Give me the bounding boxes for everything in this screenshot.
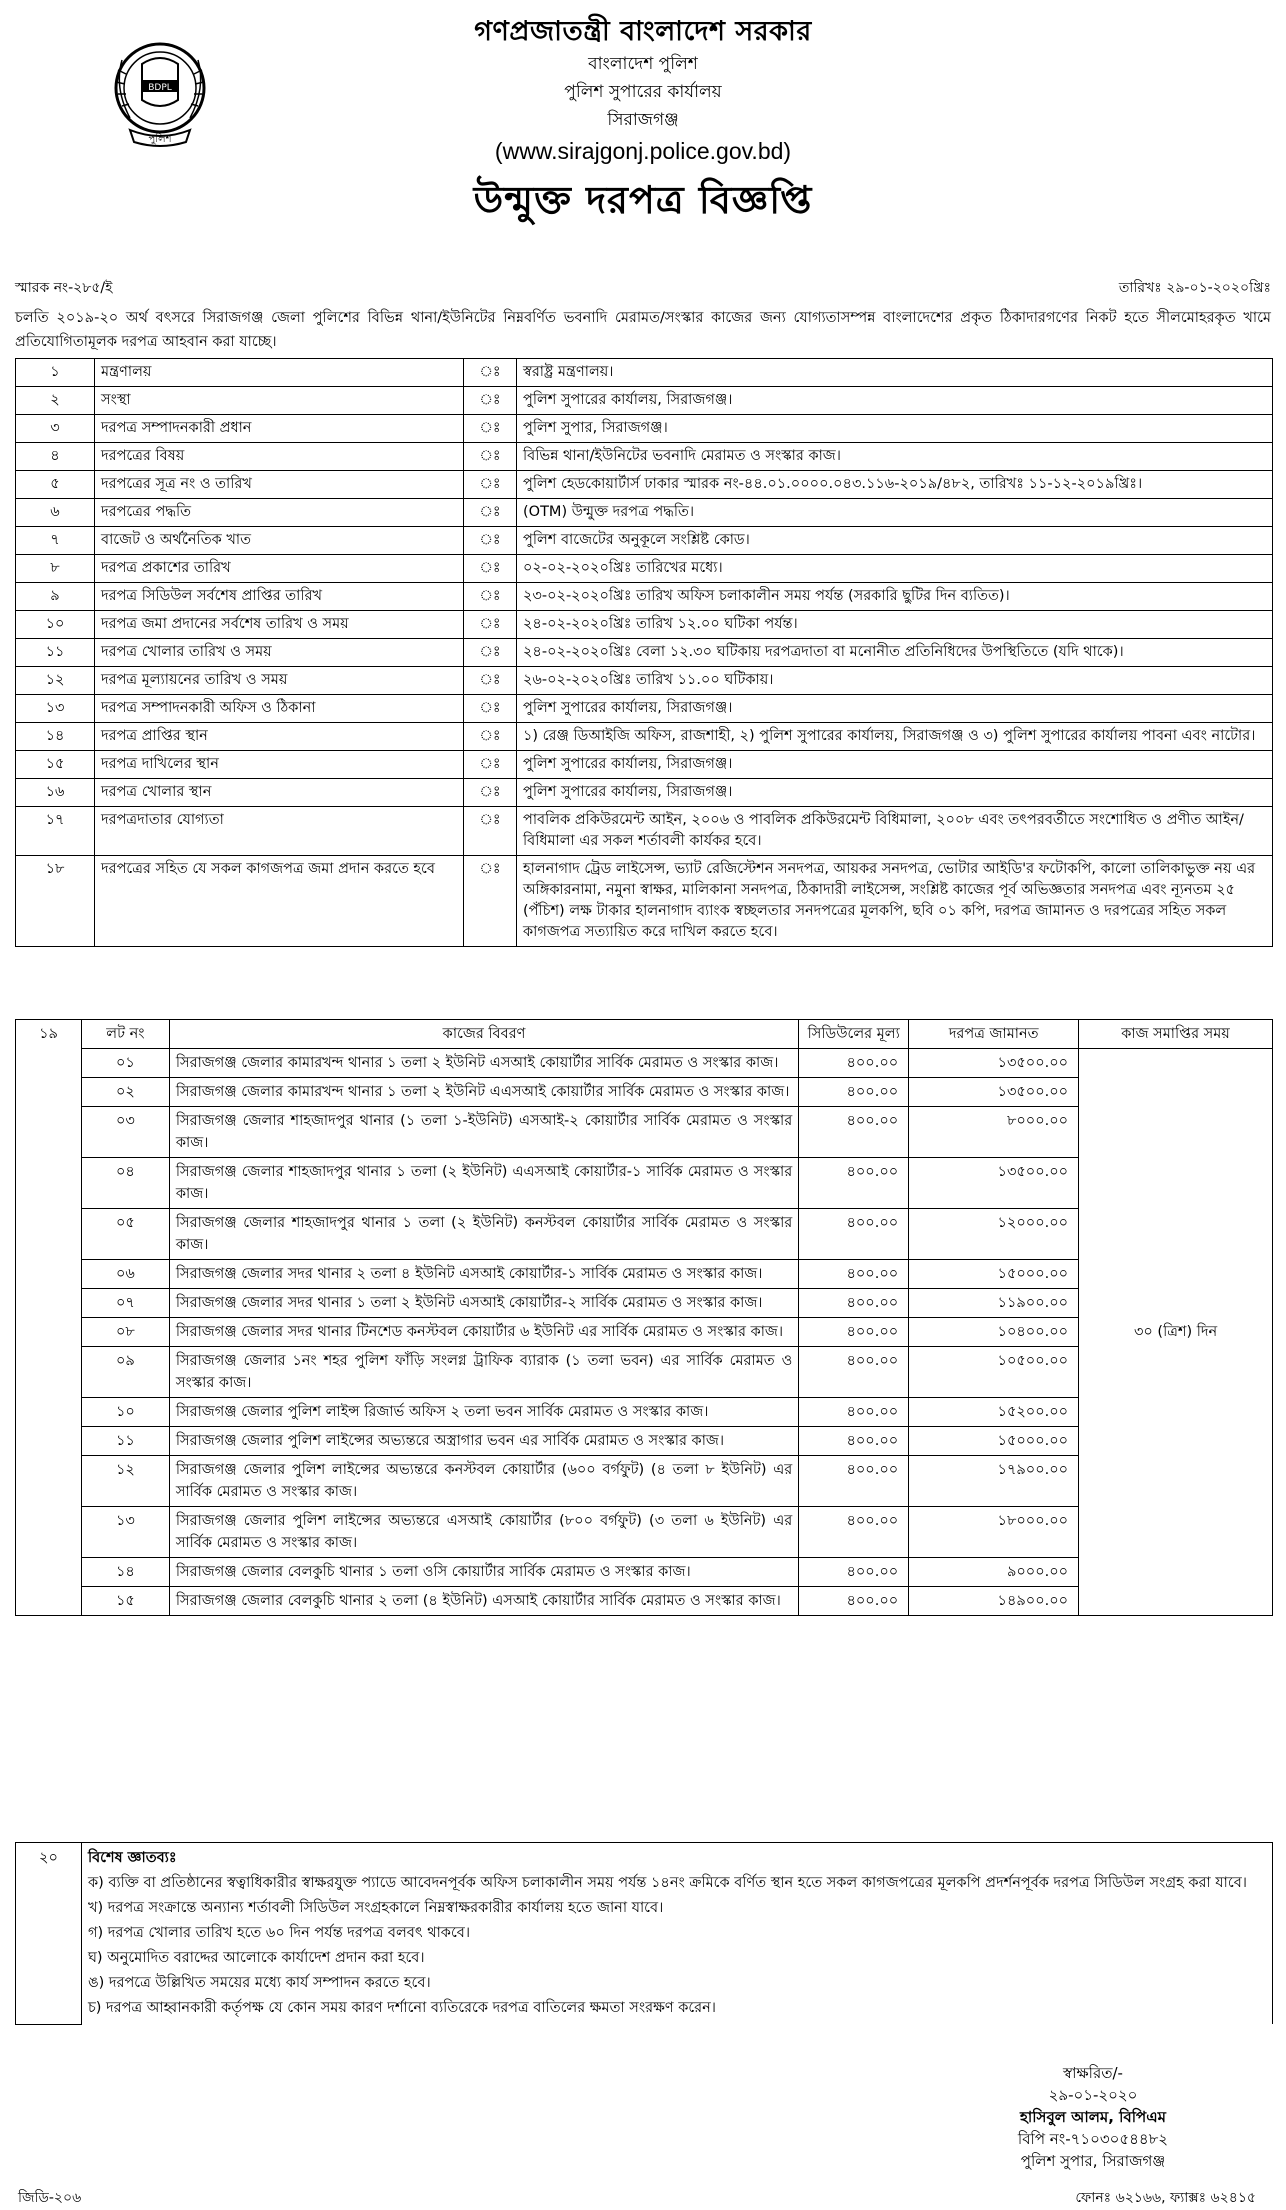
lot-number: ১১	[81, 1427, 169, 1456]
info-row-colon: ঃ	[464, 471, 517, 499]
signature-date: ২৯-০১-২০২০	[1048, 2086, 1138, 2104]
lot-number: ০৫	[81, 1209, 169, 1260]
info-row	[16, 807, 1273, 856]
info-row-value: পুলিশ হেডকোয়ার্টার্স ঢাকার স্মারক নং-৪৪.০১.০০০০.০৪৩.১১৬-২০১৯/৪৮২, তারিখঃ ১১-১২-২০১৯খ্রিঃ।	[517, 471, 1273, 499]
info-row-field: দরপত্র খোলার তারিখ ও সময়	[95, 639, 464, 667]
info-row-number: ১৪	[16, 723, 95, 751]
info-row	[16, 359, 1273, 387]
header-completion: কাজ সমাপ্তির সময়	[1079, 1020, 1273, 1049]
info-row-value: পুলিশ সুপারের কার্যালয়, সিরাজগঞ্জ।	[517, 779, 1273, 807]
note-item: ঘ) অনুমোদিত বরাদ্দের আলোকে কার্যাদেশ প্রদান করা হবে।	[87, 1950, 425, 1966]
lot-description: সিরাজগঞ্জ জেলার সদর থানার ১ তলা ২ ইউনিট এসআই কোয়ার্টার-২ সার্বিক মেরামত ও সংস্কার কাজ।	[169, 1289, 798, 1318]
memo-date-row	[15, 276, 1271, 300]
info-row-number: ১৬	[16, 779, 95, 807]
info-row	[16, 443, 1273, 471]
lot-number: ০৮	[81, 1318, 169, 1347]
special-notes-table	[15, 1842, 1273, 2025]
district-name: সিরাজগঞ্জ	[607, 110, 679, 130]
note-item: চ) দরপত্র আহ্বানকারী কর্তৃপক্ষ যে কোন সময় কারণ দর্শানো ব্যতিরেকে দরপত্র বাতিলের ক্ষমতা সংরক্ষণ করেন।	[87, 2000, 716, 2016]
info-row-field: দরপত্র খোলার স্থান	[95, 779, 464, 807]
info-row-colon: ঃ	[464, 359, 517, 387]
lot-description: সিরাজগঞ্জ জেলার পুলিশ লাইন্সের অভ্যন্তরে কনস্টবল কোয়ার্টার (৬০০ বর্গফুট) (৪ তলা ৮ ইউনিট) এর সার্বিক মেরামত ও সংস্কার কাজ।	[169, 1456, 798, 1507]
lot-schedule-price: ৪০০.০০	[799, 1507, 909, 1558]
info-row-colon: ঃ	[464, 527, 517, 555]
info-row-number: ৯	[16, 583, 95, 611]
signatory-designation: পুলিশ সুপার, সিরাজগঞ্জ	[1020, 2152, 1166, 2170]
lot-schedule-price: ৪০০.০০	[799, 1289, 909, 1318]
note-item: গ) দরপত্র খোলার তারিখ হতে ৬০ দিন পর্যন্ত দরপত্র বলবৎ থাকবে।	[87, 1925, 471, 1941]
info-row-number: ৬	[16, 499, 95, 527]
lot-number: ০২	[81, 1078, 169, 1107]
lot-schedule-price: ৪০০.০০	[799, 1049, 909, 1078]
lot-number: ১২	[81, 1456, 169, 1507]
lot-security: ১২০০০.০০	[909, 1209, 1079, 1260]
info-row-value: ২৬-০২-২০২০খ্রিঃ তারিখ ১১.০০ ঘটিকায়।	[517, 667, 1273, 695]
info-row-number: ৫	[16, 471, 95, 499]
info-row-colon: ঃ	[464, 415, 517, 443]
info-row-colon: ঃ	[464, 779, 517, 807]
lot-number: ০১	[81, 1049, 169, 1078]
info-row-colon: ঃ	[464, 555, 517, 583]
info-row-field: দরপত্র সম্পাদনকারী অফিস ও ঠিকানা	[95, 695, 464, 723]
info-row-value: ২৩-০২-২০২০খ্রিঃ তারিখ অফিস চলাকালীন সময় পর্যন্ত (সরকারি ছুটির দিন ব্যতিত)।	[517, 583, 1273, 611]
intro-paragraph: চলতি ২০১৯-২০ অর্থ বৎসরে সিরাজগঞ্জ জেলা পুলিশের বিভিন্ন থানা/ইউনিটের নিম্নবর্ণিত ভবনাদি মেরামত/সংস্কার কাজের জন্য যোগ্যতাসম্পন্ন বাংলাদেশের প্রকৃত ঠিকাদারগণের নিকট হতে সীলমোহরকৃত খামে প্রতিযোগিতামূলক দরপত্র আহবান করা যাচ্ছে।	[15, 310, 1271, 350]
info-row	[16, 723, 1273, 751]
info-row-field: দরপত্র প্রাপ্তির স্থান	[95, 723, 464, 751]
info-row-colon: ঃ	[464, 667, 517, 695]
lot-schedule-price: ৪০০.০০	[799, 1587, 909, 1616]
info-row-field: দরপত্র প্রকাশের তারিখ	[95, 555, 464, 583]
lot-schedule-price: ৪০০.০০	[799, 1398, 909, 1427]
info-row	[16, 751, 1273, 779]
lot-number: ১৫	[81, 1587, 169, 1616]
info-row	[16, 583, 1273, 611]
info-row	[16, 611, 1273, 639]
info-row-colon: ঃ	[464, 387, 517, 415]
info-row	[16, 387, 1273, 415]
info-row-value: ১) রেঞ্জ ডিআইজি অফিস, রাজশাহী, ২) পুলিশ সুপারের কার্যালয়, সিরাজগঞ্জ ও ৩) পুলিশ সুপারের কার্যালয় পাবনা এবং নাটোর।	[517, 723, 1273, 751]
lot-schedule-price: ৪০০.০০	[799, 1456, 909, 1507]
lot-schedule-price: ৪০০.০০	[799, 1209, 909, 1260]
info-row-field: দরপত্র জমা প্রদানের সর্বশেষ তারিখ ও সময়	[95, 611, 464, 639]
lot-schedule-price: ৪০০.০০	[799, 1107, 909, 1158]
lot-number: ০৪	[81, 1158, 169, 1209]
info-row-value: ০২-০২-২০২০খ্রিঃ তারিখের মধ্যে।	[517, 555, 1273, 583]
lot-schedule-price: ৪০০.০০	[799, 1558, 909, 1587]
info-row	[16, 639, 1273, 667]
info-row-field: দরপত্রের সূত্র নং ও তারিখ	[95, 471, 464, 499]
info-row-number: ৭	[16, 527, 95, 555]
notice-date: তারিখঃ ২৯-০১-২০২০খ্রিঃ	[1118, 280, 1271, 296]
gd-reference: জিডি-২০৬	[18, 2190, 82, 2206]
lot-security: ১৩৫০০.০০	[909, 1078, 1079, 1107]
info-row-number: ১৭	[16, 807, 95, 856]
info-row-colon: ঃ	[464, 807, 517, 856]
memo-number: স্মারক নং-২৮৫/ই	[15, 280, 113, 296]
lot-schedule-price: ৪০০.০০	[799, 1347, 909, 1398]
lot-description: সিরাজগঞ্জ জেলার সদর থানার ২ তলা ৪ ইউনিট এসআই কোয়ার্টার-১ সার্বিক মেরামত ও সংস্কার কাজ।	[169, 1260, 798, 1289]
lots-table	[15, 1019, 1273, 1616]
info-row-field: দরপত্র সিডিউল সর্বশেষ প্রাপ্তির তারিখ	[95, 583, 464, 611]
lot-row	[16, 1049, 1273, 1078]
lot-description: সিরাজগঞ্জ জেলার সদর থানার টিনশেড কনস্টবল কোয়ার্টার ৬ ইউনিট এর সার্বিক মেরামত ও সংস্কার কাজ।	[169, 1318, 798, 1347]
lot-security: ৯০০০.০০	[909, 1558, 1079, 1587]
info-row-value: স্বরাষ্ট্র মন্ত্রণালয়।	[517, 359, 1273, 387]
info-row-number: ১১	[16, 639, 95, 667]
completion-time: ৩০ (ত্রিশ) দিন	[1079, 1049, 1273, 1616]
lot-description: সিরাজগঞ্জ জেলার পুলিশ লাইন্সের অভ্যন্তরে অস্ত্রাগার ভবন এর সার্বিক মেরামত ও সংস্কার কাজ।	[169, 1427, 798, 1456]
contact-info: ফোনঃ ৬২১৬৬, ফ্যাক্সঃ ৬২৪১৫	[1075, 2190, 1256, 2206]
info-row	[16, 856, 1273, 947]
info-row	[16, 527, 1273, 555]
info-row-value: বিভিন্ন থানা/ইউনিটের ভবনাদি মেরামত ও সংস্কার কাজ।	[517, 443, 1273, 471]
notice-title: উন্মুক্ত দরপত্র বিজ্ঞপ্তি	[473, 177, 813, 222]
info-row-number: ১৮	[16, 856, 95, 947]
department-name: বাংলাদেশ পুলিশ	[588, 54, 698, 74]
notes-list	[88, 1871, 1266, 2021]
lot-security: ১৩৫০০.০০	[909, 1158, 1079, 1209]
lot-description: সিরাজগঞ্জ জেলার শাহজাদপুর থানার ১ তলা (২ ইউনিট) এএসআই কোয়ার্টার-১ সার্বিক মেরামত ও সংস্কার কাজ।	[169, 1158, 798, 1209]
info-row-field: সংস্থা	[95, 387, 464, 415]
lot-description: সিরাজগঞ্জ জেলার বেলকুচি থানার ১ তলা ওসি কোয়ার্টার সার্বিক মেরামত ও সংস্কার কাজ।	[169, 1558, 798, 1587]
lot-description: সিরাজগঞ্জ জেলার শাহজাদপুর থানার ১ তলা (২ ইউনিট) কনস্টবল কোয়ার্টার সার্বিক মেরামত ও সংস্কার কাজ।	[169, 1209, 798, 1260]
info-row	[16, 779, 1273, 807]
info-row-number: ১	[16, 359, 95, 387]
lot-security: ১৫০০০.০০	[909, 1427, 1079, 1456]
info-row-colon: ঃ	[464, 639, 517, 667]
lot-description: সিরাজগঞ্জ জেলার পুলিশ লাইন্স রিজার্ভ অফিস ২ তলা ভবন সার্বিক মেরামত ও সংস্কার কাজ।	[169, 1398, 798, 1427]
info-row-number: ২	[16, 387, 95, 415]
lot-number: ১৩	[81, 1507, 169, 1558]
info-row-colon: ঃ	[464, 583, 517, 611]
info-row-value: (OTM) উন্মুক্ত দরপত্র পদ্ধতি।	[517, 499, 1273, 527]
lot-description: সিরাজগঞ্জ জেলার বেলকুচি থানার ২ তলা (৪ ইউনিট) এসআই কোয়ার্টার সার্বিক মেরামত ও সংস্কার কাজ।	[169, 1587, 798, 1616]
info-row-value: পাবলিক প্রকিউরমেন্ট আইন, ২০০৬ ও পাবলিক প্রকিউরমেন্ট বিধিমালা, ২০০৮ এবং তৎপরবর্তীতে সংশোধিত ও প্রণীত আইন/বিধিমালা এর সকল শর্তাবলী কার্যকর হবে।	[517, 807, 1273, 856]
lot-security: ১৫২০০.০০	[909, 1398, 1079, 1427]
note-item: ক) ব্যক্তি বা প্রতিষ্ঠানের স্বত্বাধিকারীর স্বাক্ষরযুক্ত প্যাডে আবেদনপূর্বক অফিস চলাকালীন সময় পর্যন্ত ১৪নং ক্রমিকে বর্ণিত স্থান হতে সকল কাগজপত্রের মূলকপি প্রদর্শনপূর্বক দরপত্র সিডিউল সংগ্রহ করা যাবে।	[87, 1875, 1247, 1891]
info-row-field: দরপত্রের বিষয়	[95, 443, 464, 471]
lot-schedule-price: ৪০০.০০	[799, 1260, 909, 1289]
lot-security: ১০৫০০.০০	[909, 1347, 1079, 1398]
info-row-field: বাজেট ও অর্থনৈতিক খাত	[95, 527, 464, 555]
info-row-colon: ঃ	[464, 723, 517, 751]
info-row-field: দরপত্র সম্পাদনকারী প্রধান	[95, 415, 464, 443]
lot-security: ১৫০০০.০০	[909, 1260, 1079, 1289]
info-row-number: ৪	[16, 443, 95, 471]
info-row	[16, 499, 1273, 527]
info-row-colon: ঃ	[464, 856, 517, 947]
letterhead	[0, 14, 1286, 228]
header-lot: লট নং	[81, 1020, 169, 1049]
lot-number: ০৭	[81, 1289, 169, 1318]
seal-label: পুলিশ	[148, 134, 172, 145]
info-row-number: ১০	[16, 611, 95, 639]
lot-number: ১০	[81, 1398, 169, 1427]
lot-description: সিরাজগঞ্জ জেলার কামারখন্দ থানার ১ তলা ২ ইউনিট এএসআই কোয়ার্টার সার্বিক মেরামত ও সংস্কার কাজ।	[169, 1078, 798, 1107]
lots-row-number: ১৯	[16, 1020, 82, 1616]
lot-security: ১৩৫০০.০০	[909, 1049, 1079, 1078]
office-name: পুলিশ সুপারের কার্যালয়	[564, 82, 722, 102]
info-row-number: ৮	[16, 555, 95, 583]
lot-number: ০৩	[81, 1107, 169, 1158]
lot-description: সিরাজগঞ্জ জেলার শাহজাদপুর থানার (১ তলা ১-ইউনিট) এসআই-২ কোয়ার্টার সার্বিক মেরামত ও সংস্কার কাজ।	[169, 1107, 798, 1158]
info-row-field: দরপত্র দাখিলের স্থান	[95, 751, 464, 779]
website-link[interactable]: (www.sirajgonj.police.gov.bd)	[494, 138, 792, 164]
info-row	[16, 695, 1273, 723]
seal-badge-text: BDPL	[148, 83, 172, 93]
lot-security: ১৭৯০০.০০	[909, 1456, 1079, 1507]
info-row-field: মন্ত্রণালয়	[95, 359, 464, 387]
info-row-colon: ঃ	[464, 751, 517, 779]
lot-schedule-price: ৪০০.০০	[799, 1318, 909, 1347]
info-row	[16, 471, 1273, 499]
info-row-field: দরপত্রের পদ্ধতি	[95, 499, 464, 527]
info-row-value: হালনাগাদ ট্রেড লাইসেন্স, ভ্যাট রেজিস্টেশন সনদপত্র, আয়কর সনদপত্র, ভোটার আইডি'র ফটোকপি, কালো তালিকাভুক্ত নয় এর অঙ্গিকারনামা, নমুনা স্বাক্ষর, মালিকানা সনদপত্র, ঠিকাদারী লাইসেন্স, সংশ্লিষ্ট কাজের পূর্ব অভিজ্ঞতার সনদপত্র এবং ন্যূনতম ২৫ (পঁচিশ) লক্ষ টাকার হালনাগাদ ব্যাংক স্বচ্ছলতার সনদপত্রের মূলকপি, ছবি ০১ কপি, দরপত্র জামানত ও দরপত্রের সহিত সকল কাগজপত্র সত্যায়িত করে দাখিল করতে হবে।	[517, 856, 1273, 947]
info-row-colon: ঃ	[464, 695, 517, 723]
lot-number: ০৯	[81, 1347, 169, 1398]
lot-schedule-price: ৪০০.০০	[799, 1427, 909, 1456]
info-row-value: ২৪-০২-২০২০খ্রিঃ বেলা ১২.৩০ ঘটিকায় দরপত্রদাতা বা মনোনীত প্রতিনিধিদের উপস্থিতিতে (যদি থাকে)।	[517, 639, 1273, 667]
info-row-value: পুলিশ বাজেটের অনুকূলে সংশ্লিষ্ট কোড।	[517, 527, 1273, 555]
notes-row-number: ২০	[16, 1843, 82, 2025]
info-row-value: পুলিশ সুপারের কার্যালয়, সিরাজগঞ্জ।	[517, 387, 1273, 415]
lot-description: সিরাজগঞ্জ জেলার কামারখন্দ থানার ১ তলা ২ ইউনিট এসআই কোয়ার্টার সার্বিক মেরামত ও সংস্কার কাজ।	[169, 1049, 798, 1078]
info-row-field: দরপত্রদাতার যোগ্যতা	[95, 807, 464, 856]
header-security: দরপত্র জামানত	[909, 1020, 1079, 1049]
info-row-colon: ঃ	[464, 499, 517, 527]
info-row-value: পুলিশ সুপারের কার্যালয়, সিরাজগঞ্জ।	[517, 751, 1273, 779]
lot-security: ১১৯০০.০০	[909, 1289, 1079, 1318]
notes-row	[16, 1843, 1273, 2025]
signatory-bp-number: বিপি নং-৭১০৩০৫৪৪৮২	[1017, 2130, 1169, 2148]
note-item: ঙ) দরপত্রে উল্লিখিত সময়ের মধ্যে কার্য সম্পাদন করতে হবে।	[87, 1975, 431, 1991]
lot-schedule-price: ৪০০.০০	[799, 1158, 909, 1209]
info-row-value: ২৪-০২-২০২০খ্রিঃ তারিখ ১২.০০ ঘটিকা পর্যন্ত।	[517, 611, 1273, 639]
info-row-colon: ঃ	[464, 443, 517, 471]
info-row-number: ১২	[16, 667, 95, 695]
info-row-field: দরপত্রের সহিত যে সকল কাগজপত্র জমা প্রদান করতে হবে	[95, 856, 464, 947]
info-row-number: ১৩	[16, 695, 95, 723]
lot-security: ৮০০০.০০	[909, 1107, 1079, 1158]
signature-block	[928, 2062, 1258, 2172]
lot-schedule-price: ৪০০.০০	[799, 1078, 909, 1107]
info-row	[16, 555, 1273, 583]
notes-label: বিশেষ জ্ঞাতব্যঃ	[87, 1850, 177, 1866]
lot-security: ১৮০০০.০০	[909, 1507, 1079, 1558]
lots-header-row	[16, 1020, 1273, 1049]
government-name: গণপ্রজাতন্ত্রী বাংলাদেশ সরকার	[474, 16, 812, 47]
info-row-value: পুলিশ সুপারের কার্যালয়, সিরাজগঞ্জ।	[517, 695, 1273, 723]
lot-number: ০৬	[81, 1260, 169, 1289]
lot-security: ১০৪০০.০০	[909, 1318, 1079, 1347]
lot-description: সিরাজগঞ্জ জেলার পুলিশ লাইন্সের অভ্যন্তরে এসআই কোয়ার্টার (৮০০ বর্গফুট) (৩ তলা ৬ ইউনিট) এর সার্বিক মেরামত ও সংস্কার কাজ।	[169, 1507, 798, 1558]
info-row-value: পুলিশ সুপার, সিরাজগঞ্জ।	[517, 415, 1273, 443]
info-row	[16, 667, 1273, 695]
signed-mark: স্বাক্ষরিত/-	[1063, 2064, 1123, 2082]
lot-number: ১৪	[81, 1558, 169, 1587]
signatory-name: হাসিবুল আলম, বিপিএম	[1020, 2108, 1166, 2126]
info-row-number: ১৫	[16, 751, 95, 779]
tender-info-table	[15, 358, 1273, 947]
lot-security: ১৪৯০০.০০	[909, 1587, 1079, 1616]
lot-description: সিরাজগঞ্জ জেলার ১নং শহর পুলিশ ফাঁড়ি সংলগ্ন ট্রাফিক ব্যারাক (১ তলা ভবন) এর সার্বিক মেরামত ও সংস্কার কাজ।	[169, 1347, 798, 1398]
info-row-colon: ঃ	[464, 611, 517, 639]
header-schedule-price: সিডিউলের মূল্য	[799, 1020, 909, 1049]
info-row	[16, 415, 1273, 443]
header-description: কাজের বিবরণ	[169, 1020, 798, 1049]
info-row-field: দরপত্র মূল্যায়নের তারিখ ও সময়	[95, 667, 464, 695]
info-row-number: ৩	[16, 415, 95, 443]
note-item: খ) দরপত্র সংক্রান্তে অন্যান্য শর্তাবলী সিডিউল সংগ্রহকালে নিম্নস্বাক্ষরকারীর কার্যালয় হতে জানা যাবে।	[87, 1900, 664, 1916]
